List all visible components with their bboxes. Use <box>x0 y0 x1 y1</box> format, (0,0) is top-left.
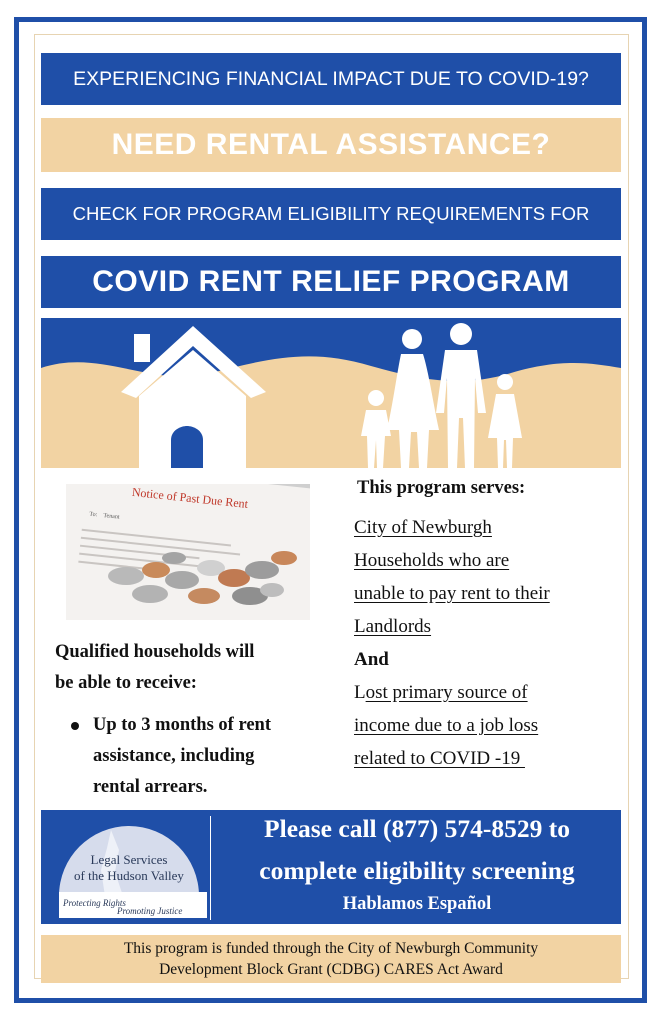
funding-footer <box>41 935 621 983</box>
spanish-line: Hablamos Español <box>342 894 492 914</box>
serves-and-label: And <box>354 649 389 670</box>
bullet-dot-icon <box>71 722 79 730</box>
program-name-text: COVID RENT RELIEF PROGRAM <box>92 265 570 298</box>
rental-assistance-banner <box>41 118 621 172</box>
serves-lost-initial: L <box>354 682 366 703</box>
covid-impact-banner <box>41 53 621 105</box>
benefit-line: Up to 3 months of rent <box>93 715 271 735</box>
serves-line: income due to a job loss <box>354 715 539 736</box>
serves-lost-line <box>354 676 626 709</box>
serves-lost-text: ost primary source of <box>365 682 528 703</box>
serves-line: Landlords <box>354 616 432 637</box>
logo-tag1: Protecting Rights <box>63 898 126 908</box>
benefit-line: rental arrears. <box>93 777 208 797</box>
program-serves-list <box>354 511 626 775</box>
past-due-notice-photo <box>66 484 310 620</box>
call-screening-line: complete eligibility screening <box>259 856 575 885</box>
serves-line: related to COVID -19 <box>354 748 525 769</box>
program-serves-heading: This program serves: <box>357 478 526 498</box>
funding-line: Development Block Grant (CDBG) CARES Act Award <box>159 961 503 978</box>
benefit-bullet <box>66 710 355 803</box>
call-to-action <box>215 810 619 924</box>
eligibility-text: CHECK FOR PROGRAM ELIGIBILITY REQUIREMENTS FOR <box>72 203 590 224</box>
house-family-illustration <box>41 318 621 468</box>
legal-services-logo <box>41 810 211 924</box>
notice-title-text: Notice of Past Due Rent <box>131 484 249 511</box>
benefit-line: assistance, including <box>93 746 255 766</box>
serves-line: unable to pay rent to their <box>354 583 550 604</box>
notice-to-label: To: <box>89 511 98 519</box>
qualified-line: Qualified households will <box>55 642 255 662</box>
serves-line: City of Newburgh <box>354 517 492 538</box>
qualified-households-heading <box>55 637 330 699</box>
notice-to-value: Tenant <box>102 512 120 521</box>
eligibility-banner <box>41 188 621 240</box>
program-name-banner <box>41 256 621 308</box>
call-phone-line: Please call (877) 574-8529 to <box>264 814 570 843</box>
logo-tag2: Promoting Justice <box>117 906 183 916</box>
serves-line: Households who are <box>354 550 510 571</box>
logo-line2: of the Hudson Valley <box>74 868 184 883</box>
contact-divider <box>210 816 211 920</box>
contact-panel <box>41 810 621 924</box>
covid-impact-text: EXPERIENCING FINANCIAL IMPACT DUE TO COVID-19? <box>73 67 589 90</box>
qualified-line: be able to receive: <box>55 673 197 693</box>
logo-line1: Legal Services <box>90 852 168 867</box>
rental-assistance-text: NEED RENTAL ASSISTANCE? <box>111 128 551 161</box>
funding-line: This program is funded through the City of Newburgh Community <box>123 940 539 957</box>
